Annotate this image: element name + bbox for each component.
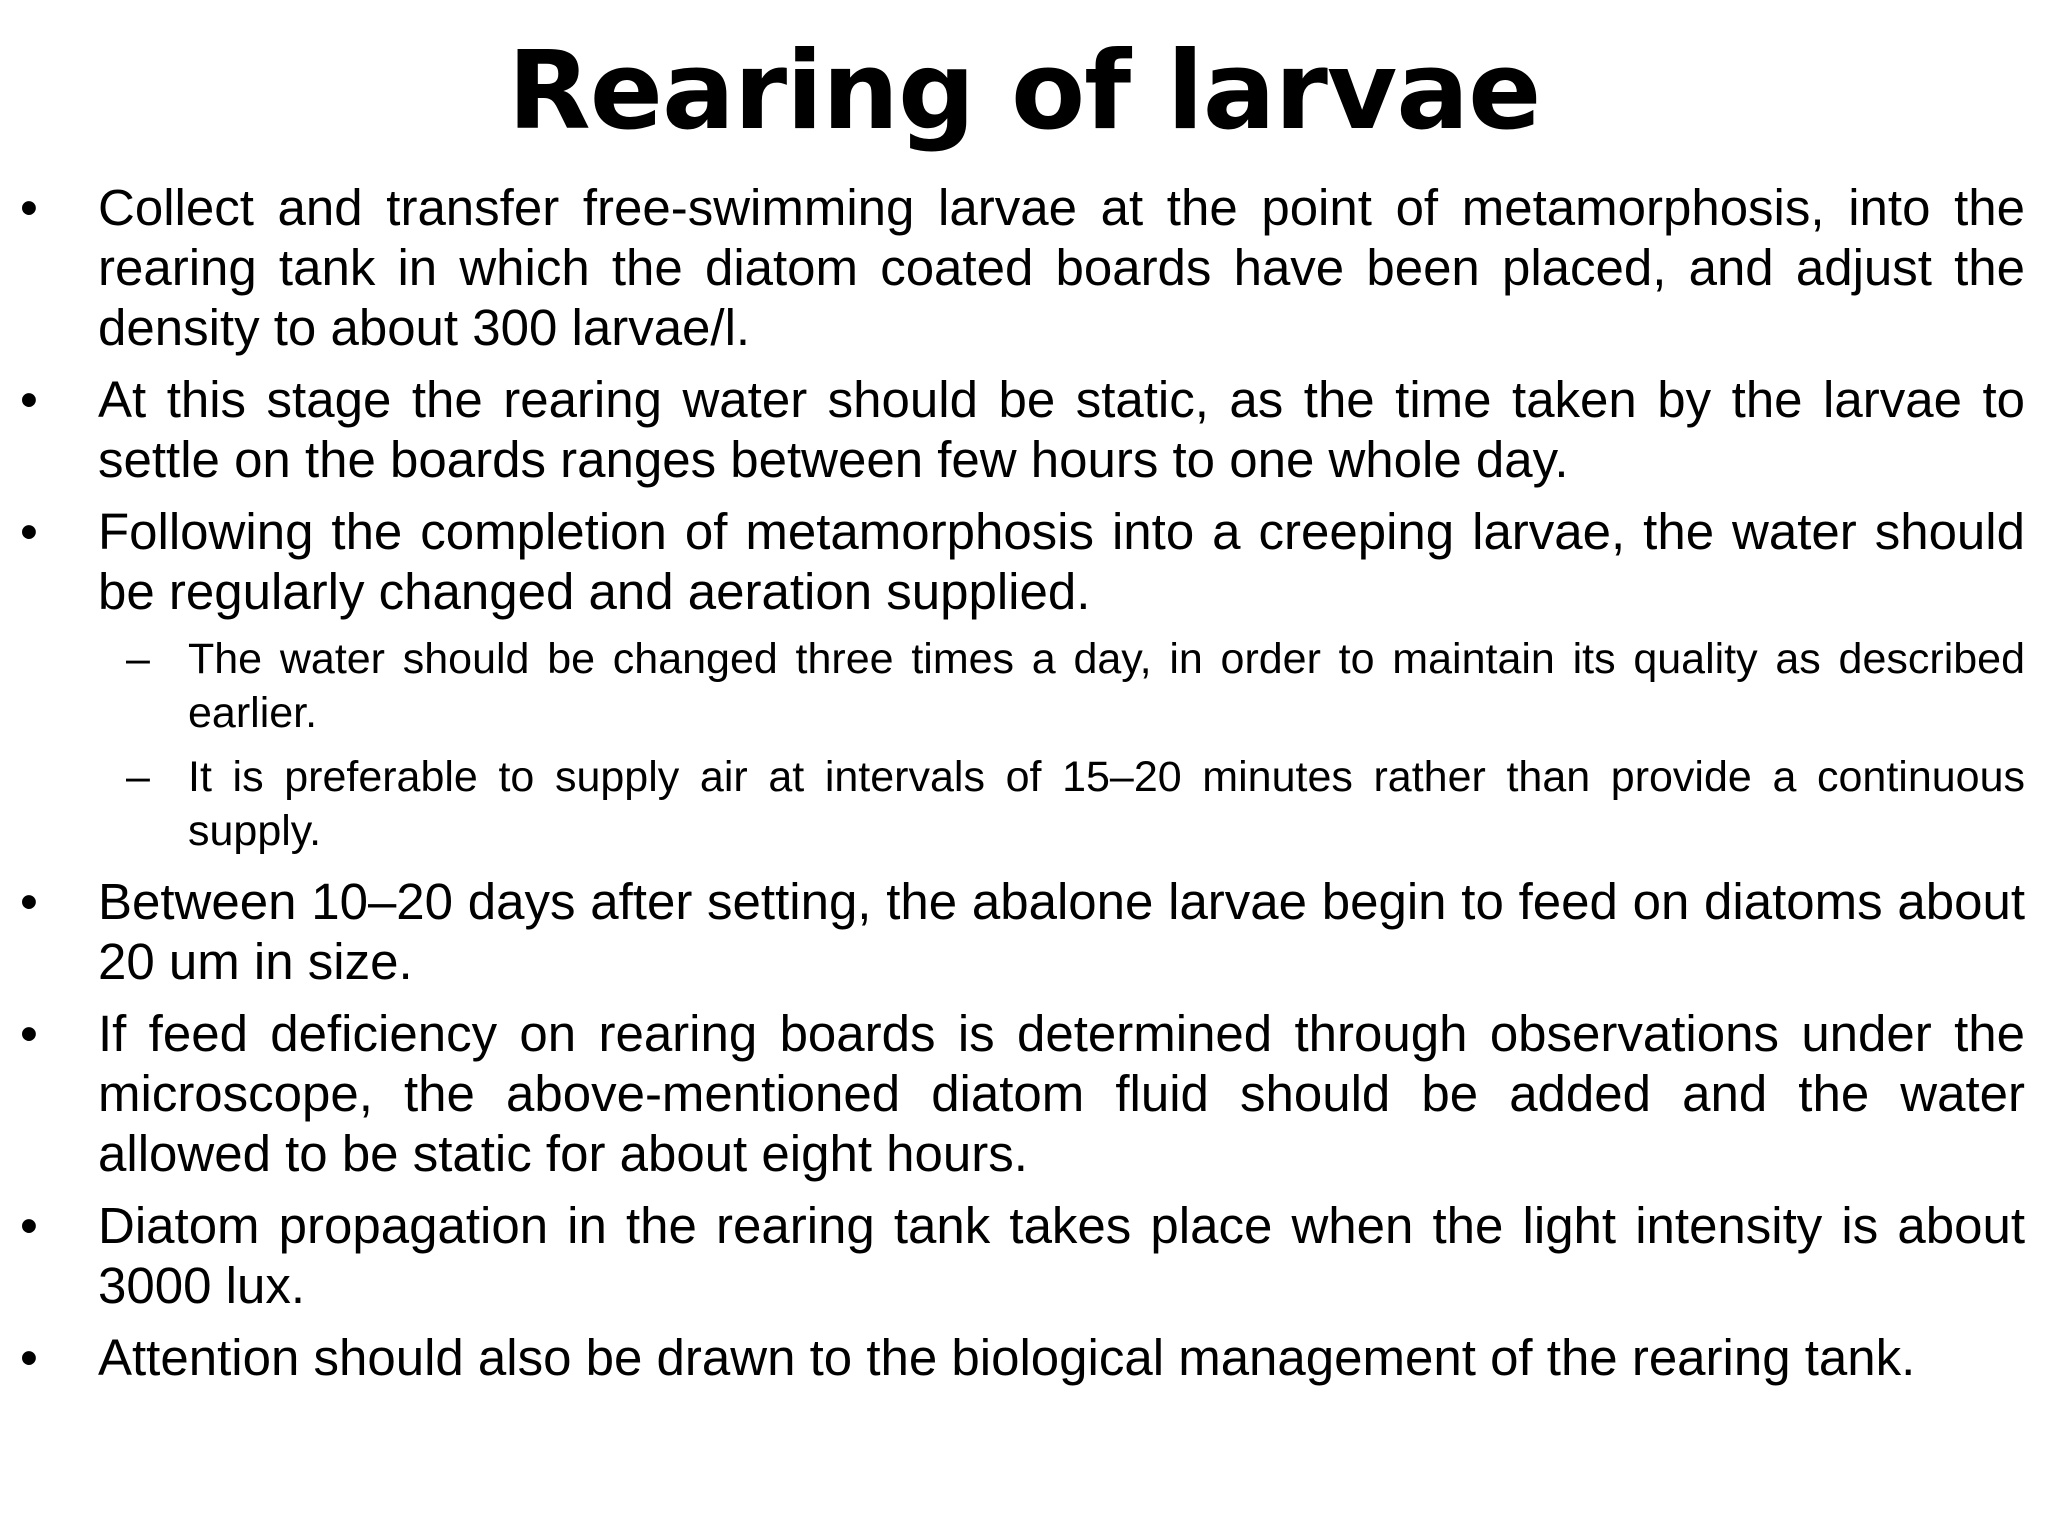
bullet-marker: • (20, 503, 38, 560)
sub-bullet-marker: – (126, 635, 150, 683)
bullet-marker: • (20, 179, 38, 236)
sub-bullet-list (20, 632, 2025, 858)
bullet-text: Collect and transfer free-swimming larvae at the point of metamorphosis, into the rearing tank in which the diatom coated boards have been placed, and adjust the density to about 300 larvae/l. (98, 179, 2025, 356)
slide-title: Rearing of larvae (507, 29, 1541, 154)
bullet-list (20, 178, 2025, 1400)
bullet-marker: • (20, 1197, 38, 1254)
sub-bullet-text: The water should be changed three times a day, in order to maintain its quality as described earlier. (188, 635, 2025, 737)
bullet-text: Attention should also be drawn to the biological management of the rearing tank. (98, 1329, 1916, 1386)
bullet-marker: • (20, 371, 38, 428)
bullet-marker: • (20, 1329, 38, 1386)
sub-bullet-item (98, 632, 2025, 740)
bullet-text: At this stage the rearing water should be static, as the time taken by the larvae to settle on the boards ranges between few hours to one whole day. (98, 371, 2025, 488)
sub-bullet-item (98, 750, 2025, 858)
bullet-item (20, 502, 2025, 858)
bullet-item (20, 178, 2025, 358)
sub-bullet-marker: – (126, 753, 150, 801)
bullet-item (20, 1196, 2025, 1316)
sub-bullet-text: It is preferable to supply air at intervals of 15–20 minutes rather than provide a continuous supply. (188, 753, 2025, 855)
bullet-marker: • (20, 873, 38, 930)
bullet-item (20, 872, 2025, 992)
bullet-text: Following the completion of metamorphosis into a creeping larvae, the water should be regularly changed and aeration supplied. (98, 503, 2025, 620)
bullet-marker: • (20, 1005, 38, 1062)
bullet-item (20, 1004, 2025, 1184)
bullet-text: Diatom propagation in the rearing tank takes place when the light intensity is about 3000 lux. (98, 1197, 2025, 1314)
bullet-text: Between 10–20 days after setting, the abalone larvae begin to feed on diatoms about 20 um in size. (98, 873, 2025, 990)
bullet-item (20, 1328, 2025, 1388)
bullet-text: If feed deficiency on rearing boards is determined through observations under the microscope, the above-mentioned diatom fluid should be added and the water allowed to be static for about eight hours. (98, 1005, 2025, 1182)
bullet-item (20, 370, 2025, 490)
